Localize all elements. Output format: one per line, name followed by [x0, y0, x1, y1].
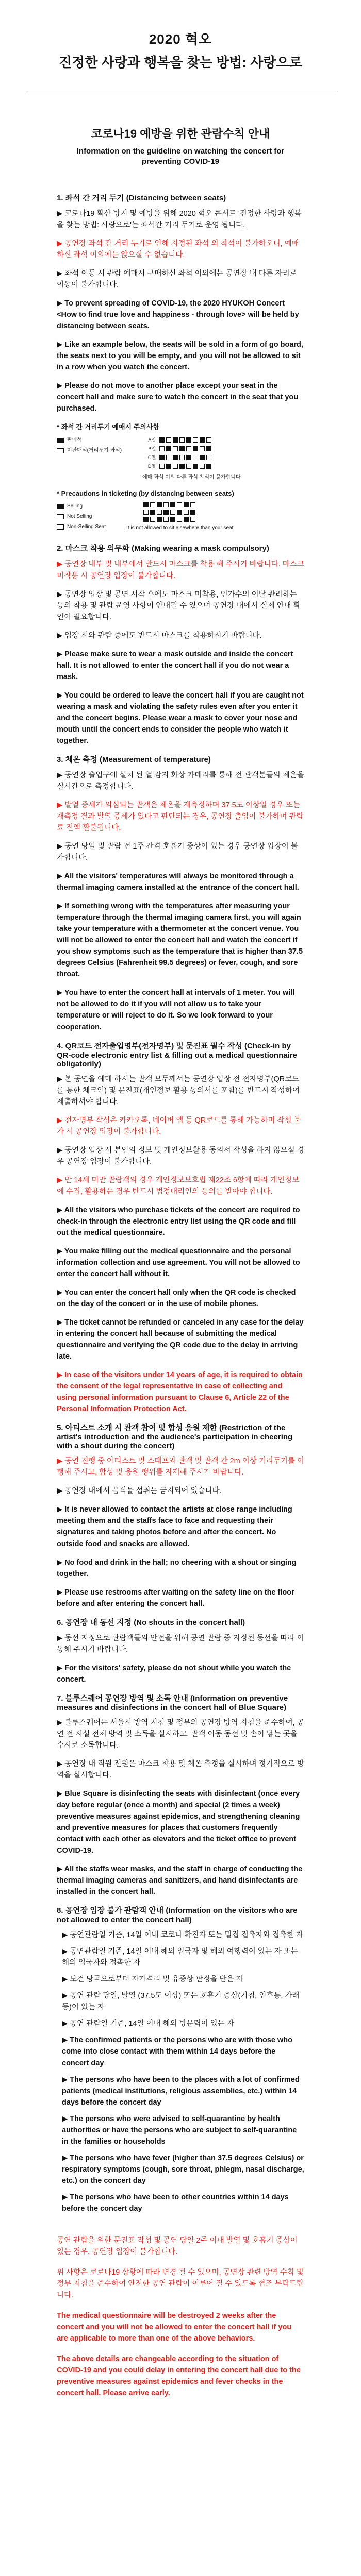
legend-item: Non-Selling Seat: [67, 524, 106, 530]
section-heading: 2. 마스크 착용 의무화 (Making wearing a mask compulsory): [57, 544, 269, 553]
paragraph: ▶ 전자명부 작성은 카카오톡, 네이버 앱 등 QR코드를 통해 가능하며 작성 불가 시 공연장 입장이 불가합니다.: [57, 1116, 301, 1136]
paragraph: ▶ 공연장 입장 시 본인의 정보 및 개인정보활용 동의서 작성을 하지 않으실 경우 공연장 입장이 불가합니다.: [57, 1146, 304, 1166]
paragraph: ▶ Please make sure to wear a mask outside and inside the concert hall. It is not allowed to enter the concert hall if you do not wear a mask.: [57, 650, 293, 681]
distancing-seat-swatch-icon: [57, 524, 64, 530]
paragraph: ▶ If something wrong with the temperatures after measuring your temperature through the thermal imaging camera first, you will again take your temperature with a thermometer at the concert venue. You will not be allowed to enter the concert hall and watch the concert if you show symptoms such as the temperature that is higher than 37.5 degrees Celsius (Fahrenheit 99.5 degrees) or fever, cough, and sore throat.: [57, 902, 303, 979]
closing-notes: [0, 2219, 361, 2399]
paragraph: ▶ 공연장 입장 및 공연 시작 후에도 마스크 미착용, 인가수의 이탈 관리하는 등의 착용 및 관람 운영 사항이 안내될 수 있으며 공연장 내에서 실제 안내 확인이 필요합니다.: [57, 590, 301, 621]
list-item: ▶ 보건 당국으로부터 자가격리 및 유증상 판정을 받은 자: [62, 1975, 243, 1984]
section-1: [0, 192, 361, 533]
paragraph: ▶ 입장 시와 관람 중에도 반드시 마스크를 착용하시기 바랍니다.: [57, 631, 262, 640]
paragraph: ▶ You could be ordered to leave the concert hall if you are caught not wearing a mask and violating the safety rules even after you enter it and the concert begins. Please wear a mask to cover your nose and mouth until the concert ends to consider the people who watch it together.: [57, 691, 304, 745]
section-3: [0, 754, 361, 1033]
row-label: A열: [148, 437, 156, 443]
row-label: C열: [147, 455, 156, 461]
paragraph: ▶ All the staffs wear masks, and the staff in charge of conducting the thermal imaging cameras and sanitizers, and hand disinfectants are installed in the concert hall.: [57, 1865, 303, 1896]
section-heading: 1. 좌석 간 거리 두기 (Distancing between seats): [57, 194, 226, 202]
section-heading: 3. 체온 측정 (Measurement of temperature): [57, 755, 211, 764]
seat-map: [142, 436, 241, 480]
paragraph: ▶ 공연장 출입구에 설치 된 열 감지 화상 카메라를 통해 전 관객분들의 체온을 실시간으로 측정합니다.: [57, 771, 304, 791]
paragraph: ▶ 공연장 좌석 간 거리 두기로 인해 지정된 좌석 외 착석이 불가하오니, 예매하신 좌석 이외에는 앉으실 수 없습니다.: [57, 240, 299, 260]
legend-item: Selling: [67, 503, 83, 510]
row-label: B열: [148, 446, 156, 452]
section-heading: 8. 공연장 입장 불가 관람객 안내 (Information on the visitors who are not allowed to enter the concert hall): [57, 1906, 298, 1925]
section-heading: 4. QR코드 전자출입명부(전자명부) 및 문진표 필수 작성 (Check-in by QR-code electronic entry list & filling out a medical questionnaire obligatorily): [57, 1041, 297, 1069]
paragraph: ▶ It is never allowed to contact the artists at close range including meeting them and the staffs face to face and requesting their signatures and taking photos before and after the concert. No outside food and snacks are allowed.: [57, 1505, 292, 1548]
distancing-diagram-en: [57, 489, 304, 533]
section-8: [0, 1905, 361, 2214]
paragraph: ▶ You can enter the concert hall only when the QR code is checked on the day of the concert or in the use of mobile phones.: [57, 1289, 296, 1309]
paragraph: ▶ You have to enter the concert hall at intervals of 1 meter. You will not be allowed to do it if you will not allow us to take your temperature or will reject to do it. So we look forward to your cooperation.: [57, 989, 295, 1031]
list-item: ▶ The persons who have fever (higher than 37.5 degrees Celsius) or respiratory symptoms (cough, sore throat, phlegm, nasal discharge, etc.) on the concert day: [62, 2154, 304, 2185]
list-item: ▶ 공연관람일 기준, 14일 이내 코로나 확진자 또는 밀접 접촉자와 접촉한 자: [62, 1931, 303, 1940]
row-label: D열: [147, 464, 156, 469]
paragraph: ▶ 발열 증세가 의심되는 관객은 체온을 재측정하며 37.5도 이상일 경우 또는 재측정 결과 발열 증세가 있다고 판단되는 경우, 공연장 출입이 불가하며 관람료 전액 환불됩니다.: [57, 801, 304, 833]
section-4: [0, 1040, 361, 1415]
closing-text: The medical questionnaire will be destroyed 2 weeks after the concert and you will not be allowed to enter the concert hall if you are applicable to more than one of the above behaviors.: [57, 2312, 292, 2343]
list-item: ▶ The persons who have been to the places with a lot of confirmed patients (medical institutions, religious assemblies, etc.) within 14 days before the concert day: [62, 2075, 300, 2107]
list-item: ▶ The persons who have been to other countries within 14 days before the concert day: [62, 2193, 289, 2213]
section-2: [0, 543, 361, 746]
section-heading: 6. 공연장 내 동선 지정 (No shouts in the concert hall): [57, 1618, 245, 1627]
header: [0, 0, 361, 71]
intro-title-ko: 코로나19 예방을 위한 관람수칙 안내: [91, 127, 270, 140]
section-6: [0, 1617, 361, 1685]
paragraph: ▶ No food and drink in the hall; no cheering with a shout or singing together.: [57, 1558, 297, 1578]
paragraph: ▶ For the visitors' safety, please do not shout while you watch the concert.: [57, 1664, 291, 1684]
intro: [0, 94, 361, 166]
section-5: [0, 1422, 361, 1609]
sold-seat-swatch-icon: [57, 438, 64, 443]
unsold-seat-swatch-icon: [57, 514, 64, 519]
paragraph: ▶ 동선 지정으로 관람객들의 안전을 위해 공연 관람 중 지정된 동선을 따라 이동해 주시기 바랍니다.: [57, 1634, 304, 1654]
seat-map-note-en: It is not allowed to sit elsewhere than your seat: [126, 525, 234, 531]
paragraph: ▶ 좌석 이동 시 관람 예매시 구매하신 좌석 이외에는 공연장 내 다른 자리로 이동이 불가합니다.: [57, 269, 297, 290]
paragraph: ▶ Please do not move to another place except your seat in the concert hall and make sure to watch the concert in the seat that you purchased.: [57, 382, 299, 413]
paragraph: ▶ 공연 당일 및 관람 전 1주 간격 호흡기 증상이 있는 경우 공연장 입장이 불가합니다.: [57, 842, 298, 862]
paragraph: ▶ To prevent spreading of COVID-19, the 2020 HYUKOH Concert <How to find true love and happiness - through love> will be held by distancing between seats.: [57, 299, 299, 331]
paragraph: ▶ Please use restrooms after waiting on the safety line on the floor before and after entering the concert hall.: [57, 1588, 294, 1608]
paragraph: ▶ 공연장 내부 및 내부에서 반드시 마스크를 착용 해 주시기 바랍니다. 마스크 미착용 시 공연장 입장이 불가합니다.: [57, 560, 304, 580]
list-item: ▶ 공연 관람 당일, 발열 (37.5도 이상) 또는 호흡기 증상(기침, 인후통, 가래 등)이 있는 자: [62, 1992, 300, 2012]
paragraph: ▶ 코로나19 확산 방지 및 예방을 위해 2020 혁오 콘서트 '진정한 사랑과 행복을 찾는 방법: 사랑으로'는 좌석간 거리 두기로 운영 됩니다.: [57, 210, 302, 230]
distancing-diagram-ko: [57, 421, 304, 480]
header-title-line1: 2020 혁오: [149, 31, 212, 47]
legend-item: Not Selling: [67, 514, 92, 520]
paragraph: ▶ 본 공연을 예매 하시는 관객 모두께서는 공연장 입장 전 전자명부(QR코드를 통한 체크인) 및 문진표(개인정보 활용 동의서를 포함)를 반드시 작성하여 제출하셔야 합니다.: [57, 1075, 300, 1106]
list-item: ▶ 공연관람일 기준, 14일 이내 해외 입국자 및 해외 여행력이 있는 자 또는 해외 입국자와 접촉한 자: [62, 1947, 298, 1968]
sold-seat-swatch-icon: [57, 504, 64, 509]
intro-title-en: Information on the guideline on watching the concert for preventing COVID-19: [76, 147, 285, 166]
paragraph: ▶ 공연 진행 중 아티스트 및 스태프와 관객 및 관객 간 2m 이상 거리두기를 이행해 주시고, 함성 및 응원 행위를 자제해 주시기 바랍니다.: [57, 1457, 304, 1477]
distancing-caption: * Precautions in ticketing (by distancing between seats): [57, 489, 234, 498]
seat-legend: [57, 436, 122, 457]
seat-legend-en: [57, 502, 106, 533]
legend-item: 판매석: [67, 437, 82, 444]
list-item: ▶ The confirmed patients or the persons who are with those who come into close contact with them within 14 days before the concert day: [62, 2036, 293, 2067]
paragraph: ▶ 공연장 내 직원 전원은 마스크 착용 및 체온 측정을 실시하며 정기적으로 방역을 실시합니다.: [57, 1759, 304, 1780]
closing-text: 공연 관람을 위한 문진표 작성 및 공연 당일 2주 이내 발열 및 호흡기 증상이 있는 경우, 공연장 입장이 불가합니다.: [57, 2236, 298, 2256]
paragraph: ▶ All the visitors who purchase tickets of the concert are required to check-in through the electronic entry list using the QR code and fill out the medical questionnaire.: [57, 1206, 300, 1237]
paragraph: ▶ 공연장 내에서 음식물 섭취는 금지되어 있습니다.: [57, 1487, 222, 1496]
list-item: ▶ The persons who were advised to self-quarantine by health authorities or have the persons who are subject to self-quarantine in the families or households: [62, 2114, 297, 2146]
seat-map-note: 예매 좌석 이외 다른 좌석 착석이 불가합니다: [142, 474, 241, 481]
section-heading: 5. 아티스트 소개 시 관객 참여 및 함성 응원 제한 (Restriction of the artist's introduction and the audience's participation in cheering with a shout during the concert): [57, 1423, 293, 1451]
paragraph: ▶ All the visitors' temperatures will always be monitored through a thermal imaging camera installed at the entrance of the concert hall.: [57, 872, 299, 892]
section-heading: 7. 블루스퀘어 공연장 방역 및 소독 안내 (Information on preventive measures and disinfections in the concert hall of Blue Square): [57, 1693, 288, 1712]
paragraph: ▶ Like an example below, the seats will be sold in a form of go board, the seats next to you will be empty, and you will not be allowed to sit in a row when you watch the concert.: [57, 341, 303, 372]
paragraph: ▶ 만 14세 미만 관람객의 경우 개인정보보호법 제22조 6항에 따라 개인정보에 수집, 활용하는 경우 반드시 법정대리인의 동의를 받아야 합니다.: [57, 1176, 299, 1196]
paragraph: ▶ 블루스퀘어는 서울시 방역 지침 및 정부의 공연장 방역 지침을 준수하여, 공연 전 시설 전체 방역 및 소독을 실시하고, 관객 이동 동선 및 손이 닿는 곳을 수시로 소독합니다.: [57, 1718, 304, 1750]
closing-text: The above details are changeable according to the situation of COVID-19 and you could delay in entering the concert hall due to the preventive measures against epidemics and fever checks in the concert hall. Please arrive early.: [57, 2355, 301, 2398]
seat-map-en: [126, 502, 233, 531]
closing-text: 위 사항은 코로나19 상황에 따라 변경 될 수 있으며, 공연장 관련 방역 수칙 및 정부 지침을 준수하여 안전한 공연 관람이 이루어 질 수 있도록 협조 부탁드립니다.: [57, 2268, 304, 2299]
distancing-label: * 좌석 간 거리두기 예매시 주의사항: [57, 423, 159, 431]
header-title-line2: 진정한 사랑과 행복을 찾는 방법: 사랑으로: [59, 55, 302, 70]
legend-item: 미판매석(거리두기 좌석): [67, 448, 122, 454]
paragraph: ▶ In case of the visitors under 14 years of age, it is required to obtain the consent of the legal representative in case of collecting and using personal information pursuant to Clause 6, Article 22 of the Personal Information Protection Act.: [57, 1371, 303, 1414]
paragraph: ▶ Blue Square is disinfecting the seats with disinfectant (once every day before regular (once a month) and special (2 times a week) preventive measures against epidemics, and strengthening cleaning and preventive measures for places that customers frequently contact with each other as elevators and the ticket office to prevent COVID-19.: [57, 1789, 300, 1855]
paragraph: ▶ The ticket cannot be refunded or canceled in any case for the delay in entering the concert hall because of submitting the medical questionnaire and verifying the QR code due to the delay in arriving late.: [57, 1318, 304, 1361]
unsold-seat-swatch-icon: [57, 448, 64, 453]
section-7: [0, 1692, 361, 1897]
paragraph: ▶ You make filling out the medical questionnaire and the personal information collection and use agreement. You will not be allowed to enter the concert hall without it.: [57, 1247, 300, 1278]
list-item: ▶ 공연 관람일 기준, 14일 이내 해외 방문력이 있는 자: [62, 2020, 234, 2028]
